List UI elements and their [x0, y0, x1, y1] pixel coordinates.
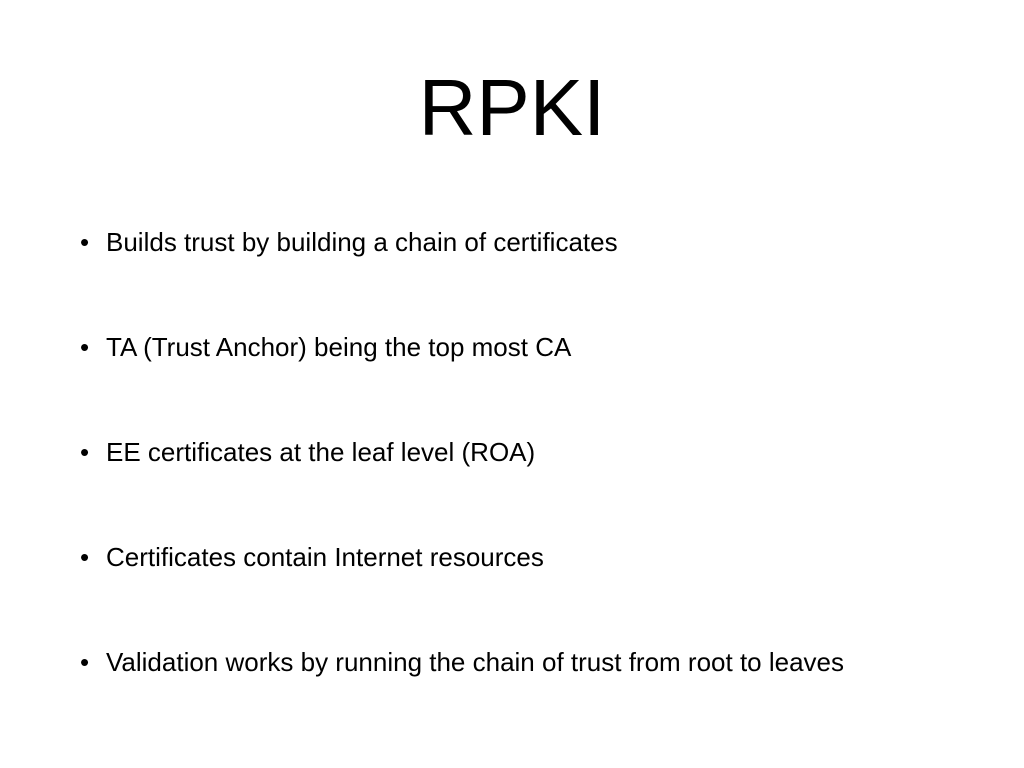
bullet-text: Validation works by running the chain of trust from root to leaves — [106, 647, 845, 677]
bullet-dot-icon: • — [80, 227, 90, 257]
bullet-text: Builds trust by building a chain of certificates — [106, 227, 618, 257]
bullet-text: EE certificates at the leaf level (ROA) — [106, 437, 536, 467]
bullet-item — [80, 535, 980, 579]
bullet-list — [80, 220, 980, 745]
bullet-item — [80, 430, 980, 474]
bullet-dot-icon: • — [80, 542, 90, 572]
bullet-item — [80, 220, 980, 264]
slide-title: RPKI — [418, 63, 606, 152]
bullet-item — [80, 325, 980, 369]
bullet-dot-icon: • — [80, 332, 90, 362]
bullet-text: Certificates contain Internet resources — [106, 542, 544, 572]
bullet-dot-icon: • — [80, 647, 90, 677]
bullet-item — [80, 640, 980, 684]
bullet-text: TA (Trust Anchor) being the top most CA — [106, 332, 572, 362]
bullet-dot-icon: • — [80, 437, 90, 467]
